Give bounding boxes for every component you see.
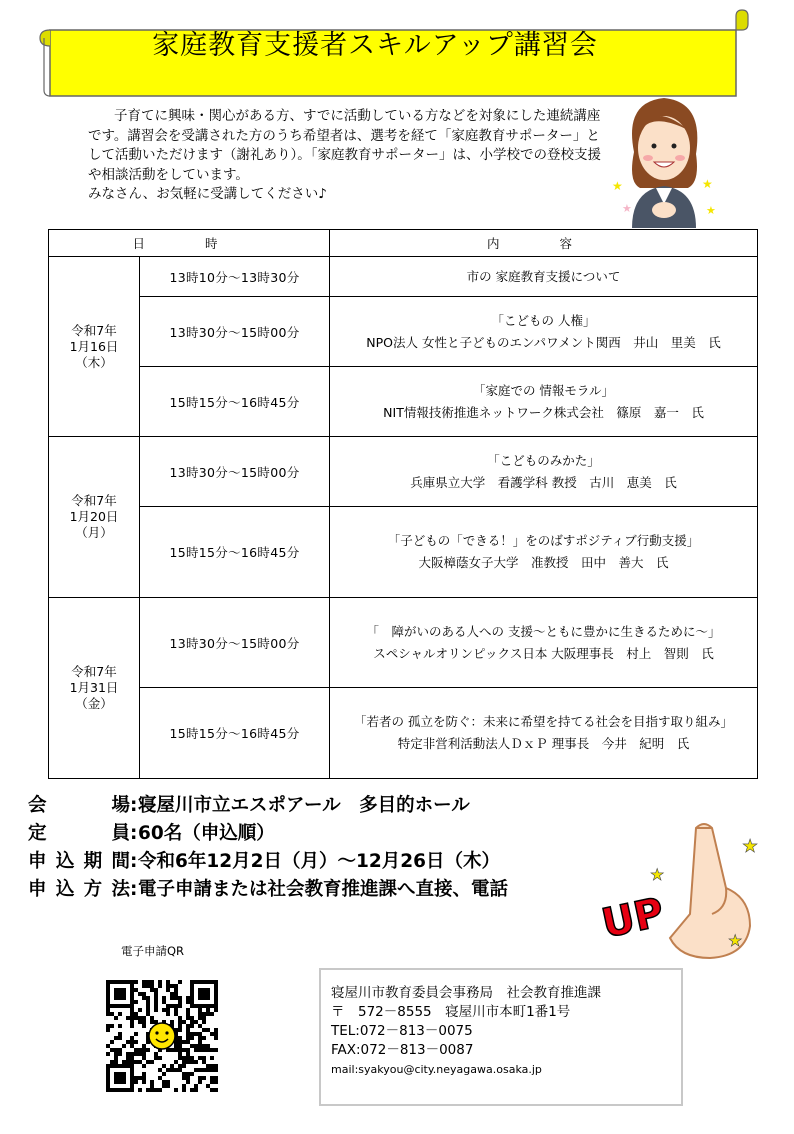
venue-value: 寝屋川市立エスポアール 多目的ホール [138,795,470,816]
qr-code[interactable] [106,980,218,1092]
intro-paragraph: 子育てに興味・関心がある方、すでに活動している方などを対象にした連続講座です。講習会を受講された方のうち希望者は、選考を経て「家庭教育サポーター」として活動いただけます（謝礼あり）。「家庭教育サポーター」は、小学校での登校支援や相談活動をしています。 [88,108,601,183]
header-datetime: 日 時 [49,230,330,257]
content-cell: 「家庭での 情報モラル」 NIT情報技術推進ネットワーク株式会社 篠原 嘉一 氏 [330,367,758,437]
time-cell: 13時30分～15時00分 [140,437,330,507]
period-value: 令和6年12月2日（月）～12月26日（木） [138,851,500,872]
table-row [49,367,758,437]
time-cell: 15時15分～16時45分 [140,688,330,779]
table-row [49,297,758,367]
time-cell: 15時15分～16時45分 [140,367,330,437]
star-icon: ★ [742,836,759,857]
svg-text:★: ★ [622,202,632,215]
content-cell: 「子どもの「できる！」をのばすポジティブ行動支援」 大阪樟蔭女子大学 准教授 田中 善大 氏 [330,507,758,598]
contact-box [319,968,683,1106]
intro-closing: みなさん、お気軽に受講してください♪ [88,186,327,202]
up-text: UP [600,889,668,948]
page-title: 家庭教育支援者スキルアップ講習会 [152,30,598,61]
capacity-label: 定員 [28,823,130,844]
capacity-row: 定員 : 60名（申込順） [28,820,508,848]
venue-label: 会場 [28,795,130,816]
method-label: 申込方法 [28,879,130,900]
intro-text [88,107,608,205]
schedule-table [48,229,758,779]
content-cell: 「こどものみかた」 兵庫県立大学 看護学科 教授 古川 恵美 氏 [330,437,758,507]
date-cell: 令和7年 1月16日 （木） [49,257,140,437]
period-row: 申込期間 : 令和6年12月2日（月）～12月26日（木） [28,848,508,876]
contact-address: 〒 572－8555 寝屋川市本町1番1号 [331,1004,571,1020]
up-hand-illustration [600,818,776,964]
contact-org: 寝屋川市教育委員会事務局 社会教育推進課 [331,985,601,1001]
capacity-value: 60名（申込順） [138,823,275,844]
table-row [49,257,758,297]
star-icon: ★ [728,931,743,950]
time-cell: 13時10分～13時30分 [140,257,330,297]
date-cell: 令和7年 1月20日 （月） [49,437,140,598]
period-label: 申込期間 [28,851,130,872]
method-value: 電子申請または社会教育推進課へ直接、電話 [138,879,509,900]
table-row [49,688,758,779]
time-cell: 13時30分～15時00分 [140,297,330,367]
qr-label: 電子申請QR [121,944,185,958]
contact-mail[interactable]: mail:syakyou@city.neyagawa.osaka.jp [331,1063,542,1076]
method-row: 申込方法 : 電子申請または社会教育推進課へ直接、電話 [28,876,508,904]
svg-text:★: ★ [702,177,713,191]
svg-text:★: ★ [612,179,623,193]
table-row [49,437,758,507]
contact-tel: TEL:072－813－0075 [331,1023,473,1039]
smiley-icon [149,1023,175,1049]
content-cell: 「 障がいのある人への 支援～ともに豊かに生きるために～」 スペシャルオリンピックス日本 大阪理事長 村上 智則 氏 [330,598,758,688]
time-cell: 13時30分～15時00分 [140,598,330,688]
table-row [49,598,758,688]
content-cell: 市の 家庭教育支援について [330,257,758,297]
time-cell: 15時15分～16時45分 [140,507,330,598]
svg-text:★: ★ [706,204,716,217]
content-cell: 「若者の 孤立を防ぐ：未来に希望を持てる社会を目指す取り組み」 特定非営利活動法人ＤｘＰ 理事長 今井 紀明 氏 [330,688,758,779]
header-content: 内 容 [330,230,758,257]
date-cell: 令和7年 1月31日 （金） [49,598,140,779]
contact-fax: FAX:072－813－0087 [331,1042,474,1058]
content-cell: 「こどもの 人権」 NPO法人 女性と子どものエンパワメント関西 井山 里美 氏 [330,297,758,367]
star-icon: ★ [650,865,665,884]
table-header-row [49,230,758,257]
table-row [49,507,758,598]
venue-row: 会場 : 寝屋川市立エスポアール 多目的ホール [28,792,508,820]
event-info [28,792,508,904]
woman-illustration [604,92,722,228]
